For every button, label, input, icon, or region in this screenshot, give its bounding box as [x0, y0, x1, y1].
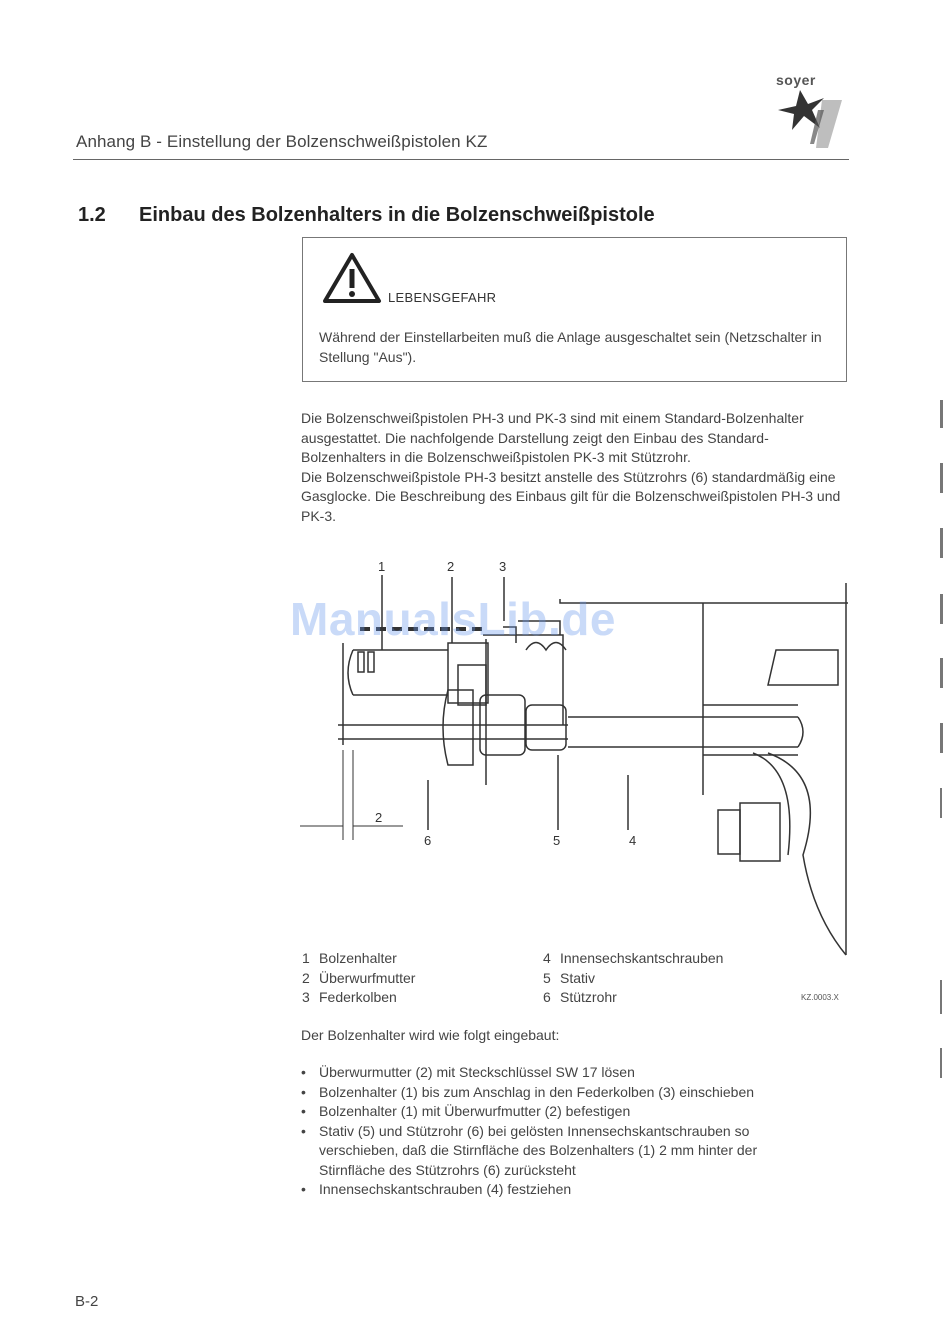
margin-mark: [940, 594, 943, 624]
callout-5: 5: [553, 833, 561, 848]
header-rule: [73, 159, 849, 160]
paragraph-2: Die Bolzenschweißpistole PH-3 besitzt anstelle des Stützrohrs (6) standardmäßig eine Gasglocke. Die Beschreibung des Einbaus gilt für die Bolzenschweißpistolen PH-3 und PK-3.: [301, 468, 841, 524]
legend-item: 6 Stützrohr: [543, 989, 617, 1005]
section-number: 1.2: [78, 204, 106, 226]
intro-paragraphs: [301, 409, 846, 526]
legend-right: [543, 949, 723, 1008]
callout-2: 2: [447, 559, 455, 574]
procedure-intro: Der Bolzenhalter wird wie folgt eingebaut:: [301, 1027, 560, 1043]
page-number: B-2: [75, 1293, 99, 1310]
procedure-steps: [300, 1063, 820, 1200]
margin-mark: [940, 788, 942, 818]
callout-3: 3: [499, 559, 507, 574]
figure-code: KZ.0003.X: [801, 993, 839, 1002]
margin-mark: [940, 463, 943, 493]
list-item: • Bolzenhalter (1) mit Überwurfmutter (2) befestigen: [300, 1102, 820, 1122]
margin-mark: [940, 723, 943, 753]
watermark: ManualsLib.de: [290, 593, 616, 645]
margin-mark: [940, 658, 943, 688]
legend-item: 2 Überwurfmutter: [302, 969, 416, 986]
list-item: • Überwurmutter (2) mit Steckschlüssel SW 17 lösen: [300, 1063, 820, 1083]
header-title: Anhang B - Einstellung der Bolzenschweißpistolen KZ: [76, 132, 488, 151]
paragraph-1: Die Bolzenschweißpistolen PH-3 und PK-3 sind mit einem Standard-Bolzenhalter ausgestattet. Die nachfolgende Darstellung zeigt den Einbau des Standard-Bolzenhalters in die Bolzenschweißpistolen PK-3 mit Stützrohr.: [301, 410, 804, 465]
legend-item: 5 Stativ: [543, 969, 596, 986]
margin-mark: [940, 1048, 942, 1078]
warning-text: Während der Einstellarbeiten muß die Anlage ausgeschaltet sein (Netzschalter in Stellung "Aus").: [319, 329, 822, 365]
list-item: • Bolzenhalter (1) bis zum Anschlag in den Federkolben (3) einschieben: [300, 1083, 820, 1103]
legend-item: 4 Innensechskantschrauben: [543, 950, 724, 966]
callout-6: 6: [424, 833, 432, 848]
margin-mark: [940, 528, 943, 558]
margin-mark: [940, 980, 942, 1014]
logo-text: soyer: [776, 72, 816, 88]
callout-1: 1: [378, 559, 386, 574]
legend-item: 1 Bolzenhalter: [302, 950, 397, 966]
legend-left: [302, 949, 415, 1008]
margin-mark: [940, 400, 943, 428]
dimension-label: 2: [375, 810, 383, 825]
section-title: Einbau des Bolzenhalters in die Bolzenschweißpistole: [139, 204, 655, 226]
warning-heading: LEBENSGEFAHR: [388, 290, 497, 305]
callout-4: 4: [629, 833, 637, 848]
warning-triangle-icon: [322, 252, 382, 304]
legend-item: 3 Federkolben: [302, 989, 397, 1005]
list-item: • Innensechskantschrauben (4) festziehen: [300, 1180, 820, 1200]
list-item: • Stativ (5) und Stützrohr (6) bei gelösten Innensechskantschrauben so verschieben, daß die Stirnfläche des Bolzenhalters (1) 2 mm hinter der Stirnfläche des Stützrohrs (6) zurücksteht: [300, 1122, 820, 1181]
